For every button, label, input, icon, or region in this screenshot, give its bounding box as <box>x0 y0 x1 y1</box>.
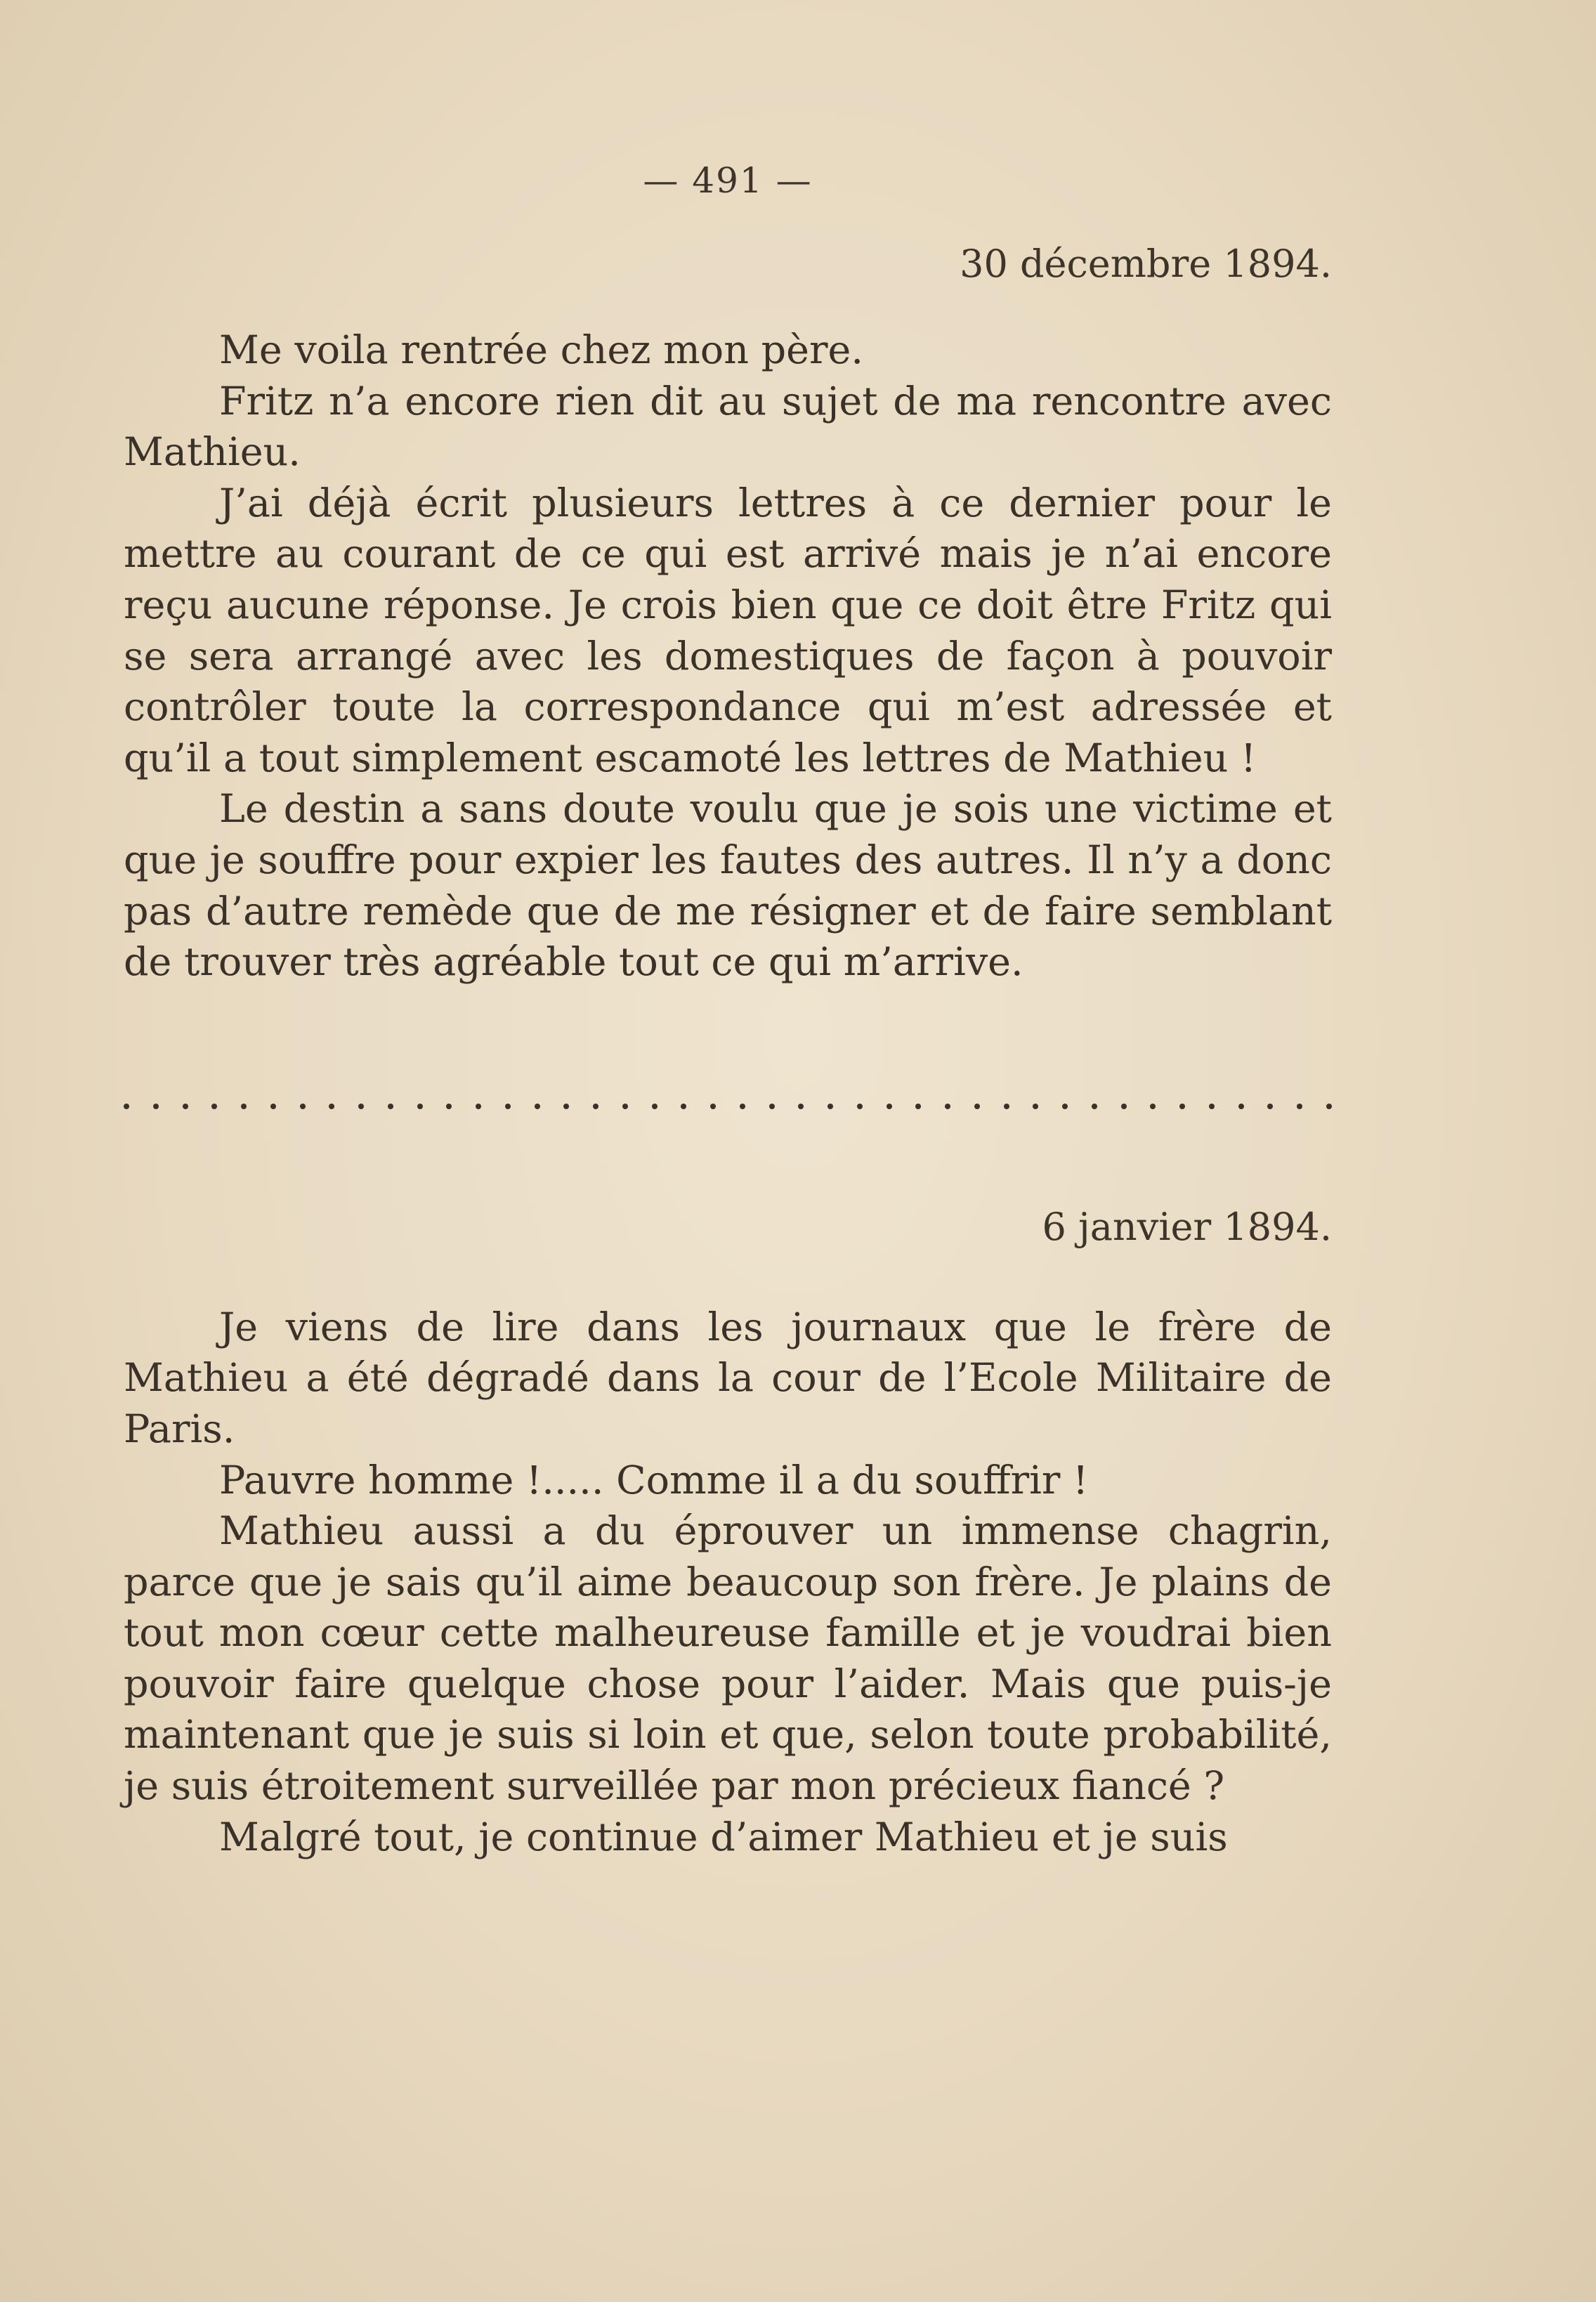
separator-dot <box>505 1104 511 1109</box>
separator-dot <box>1238 1104 1244 1109</box>
entry-paragraph: Je viens de lire dans les journaux que le frère de Mathieu a été dégradé dans la cour de l’Ecole Militaire de Paris. <box>124 1304 1332 1452</box>
separator-dot <box>710 1104 716 1109</box>
diary-entry-2 <box>124 1205 1332 1864</box>
separator-dot <box>563 1104 569 1109</box>
separator-dot <box>388 1104 393 1109</box>
separator-dot <box>1033 1104 1038 1109</box>
separator-dot <box>446 1104 452 1109</box>
separator-dot <box>1062 1104 1068 1109</box>
separator-dot <box>476 1104 481 1109</box>
separator-dot <box>1179 1104 1185 1109</box>
entry-paragraph: Me voila rentrée chez mon père. <box>219 327 863 373</box>
separator-dot <box>183 1104 188 1109</box>
separator-dot <box>1121 1104 1127 1109</box>
separator-dot <box>740 1104 745 1109</box>
entry-paragraph: Le destin a sans doute voulu que je sois une victime et que je souffre pour expier les fautes des autres. Il n’y a donc pas d’autre remède que de me résigner et de faire semblant de trouver très agréable tout ce qui m’arrive. <box>124 786 1332 986</box>
separator-dot <box>652 1104 658 1109</box>
separator-dot <box>798 1104 804 1109</box>
separator-dot <box>535 1104 540 1109</box>
diary-entry-1 <box>124 242 1332 988</box>
separator-dot <box>593 1104 598 1109</box>
entry-paragraph: Malgré tout, je continue d’aimer Mathieu et je suis <box>219 1814 1228 1860</box>
separator-dot <box>974 1104 980 1109</box>
page-number: — 491 — <box>643 160 813 201</box>
entry-date: 6 janvier 1894. <box>1042 1204 1332 1249</box>
separator-dot <box>769 1104 775 1109</box>
separator-dot <box>1267 1104 1273 1109</box>
separator-dot <box>1150 1104 1156 1109</box>
separator-dot <box>270 1104 276 1109</box>
separator-dot <box>241 1104 247 1109</box>
separator-dot <box>945 1104 950 1109</box>
separator-dot <box>857 1104 863 1109</box>
separator-dot <box>211 1104 217 1109</box>
separator-dot <box>1092 1104 1097 1109</box>
separator-dot <box>153 1104 159 1109</box>
separator-dot <box>124 1104 129 1109</box>
section-separator-dots <box>124 1099 1332 1113</box>
separator-dot <box>1209 1104 1215 1109</box>
separator-dot <box>828 1104 833 1109</box>
page-content <box>124 160 1332 1863</box>
separator-dot <box>622 1104 628 1109</box>
separator-dot <box>417 1104 423 1109</box>
entry-date: 30 décembre 1894. <box>960 242 1332 286</box>
separator-dot <box>1297 1104 1302 1109</box>
entry-paragraph: Fritz n’a encore rien dit au sujet de ma rencontre avec Mathieu. <box>124 378 1332 476</box>
separator-dot <box>300 1104 306 1109</box>
separator-dot <box>1326 1104 1332 1109</box>
separator-dot <box>1004 1104 1009 1109</box>
entry-paragraph: J’ai déjà écrit plusieurs lettres à ce dernier pour le mettre au courant de ce qui est arrivé mais je n’ai encore reçu aucune réponse. Je crois bien que ce doit être Fritz qui se sera arrangé avec les domestiques de façon à pouvoir contrôler toute la correspondance qui m’est adressée et qu’il a tout simplement escamoté les lettres de Mathieu ! <box>124 480 1332 781</box>
separator-dot <box>681 1104 686 1109</box>
separator-dot <box>358 1104 364 1109</box>
entry-paragraph: Pauvre homme !..... Comme il a du souffrir ! <box>219 1457 1089 1503</box>
separator-dot <box>915 1104 921 1109</box>
entry-paragraph: Mathieu aussi a du éprouver un immense chagrin, parce que je sais qu’il aime beaucoup son frère. Je plains de tout mon cœur cette malheureuse famille et je voudrai bien pouvoir faire quelque chose pour l’aider. Mais que puis-je maintenant que je suis si loin et que, selon toute probabilité, je suis étroitement surveillée par mon précieux fiancé ? <box>124 1508 1332 1810</box>
separator-dot <box>329 1104 334 1109</box>
separator-dot <box>887 1104 892 1109</box>
